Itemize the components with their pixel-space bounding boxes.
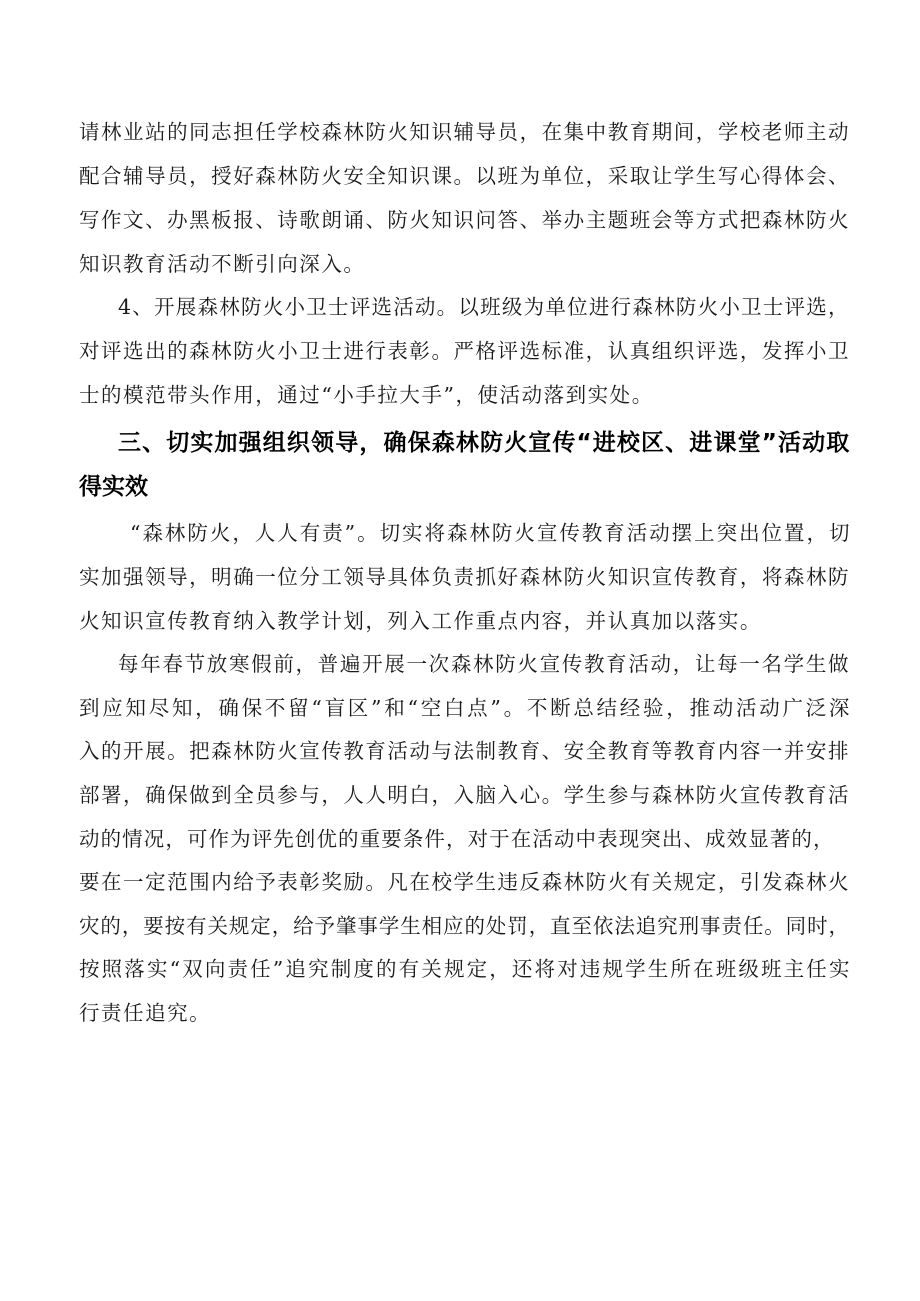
body-line: 到应知尽知，确保不留“盲区”和“空白点”。不断总结经验，推动活动广泛深: [79, 696, 853, 720]
body-line: 按照落实“双向责任”追究制度的有关规定，还将对违规学生所在班级班主任实: [79, 957, 852, 981]
body-line: 部署，确保做到全员参与，人人明白，入脑入心。学生参与森林防火宣传教育活: [79, 783, 851, 807]
body-line: “森林防火，人人有责”。切实将森林防火宣传教育活动摆上突出位置，切: [130, 521, 852, 545]
section-heading: 三、切实加强组织领导，确保森林防火宣传“进校区、进课堂”活动取: [118, 430, 851, 456]
body-line: 火知识宣传教育纳入教学计划，列入工作重点内容，并认真加以落实。: [79, 609, 762, 633]
section-heading: 得实效: [79, 474, 148, 500]
body-line: 灾的，要按有关规定，给予肇事学生相应的处罚，直至依法追究刑事责任。同时，: [79, 914, 850, 938]
body-line: 实加强领导，明确一位分工领导具体负责抓好森林防火知识宣传教育，将森林防: [79, 565, 851, 589]
body-line: 写作文、办黑板报、诗歌朗诵、防火知识问答、举办主题班会等方式把森林防火: [79, 208, 851, 232]
body-line: 4、开展森林防火小卫士评选活动。以班级为单位进行森林防火小卫士评选，: [118, 295, 850, 319]
body-line: 入的开展。把森林防火宣传教育活动与法制教育、安全教育等教育内容一并安排: [79, 739, 851, 763]
body-line: 士的模范带头作用，通过“小手拉大手”，使活动落到实处。: [79, 383, 654, 407]
body-line: 要在一定范围内给予表彰奖励。凡在校学生违反森林防火有关规定，引发森林火: [79, 870, 851, 894]
body-line: 对评选出的森林防火小卫士进行表彰。严格评选标准，认真组织评选，发挥小卫: [79, 339, 851, 363]
body-line: 配合辅导员，授好森林防火安全知识课。以班为单位，采取让学生写心得体会、: [79, 164, 851, 188]
body-line: 每年春节放寒假前，普遍开展一次森林防火宣传教育活动，让每一名学生做: [118, 652, 851, 676]
body-line: 请林业站的同志担任学校森林防火知识辅导员，在集中教育期间，学校老师主动: [79, 120, 851, 144]
body-line: 行责任追究。: [79, 1001, 212, 1025]
body-line: 知识教育活动不断引向深入。: [79, 252, 366, 276]
body-line: 动的情况，可作为评先创优的重要条件，对于在活动中表现突出、成效显著的，: [79, 827, 835, 851]
